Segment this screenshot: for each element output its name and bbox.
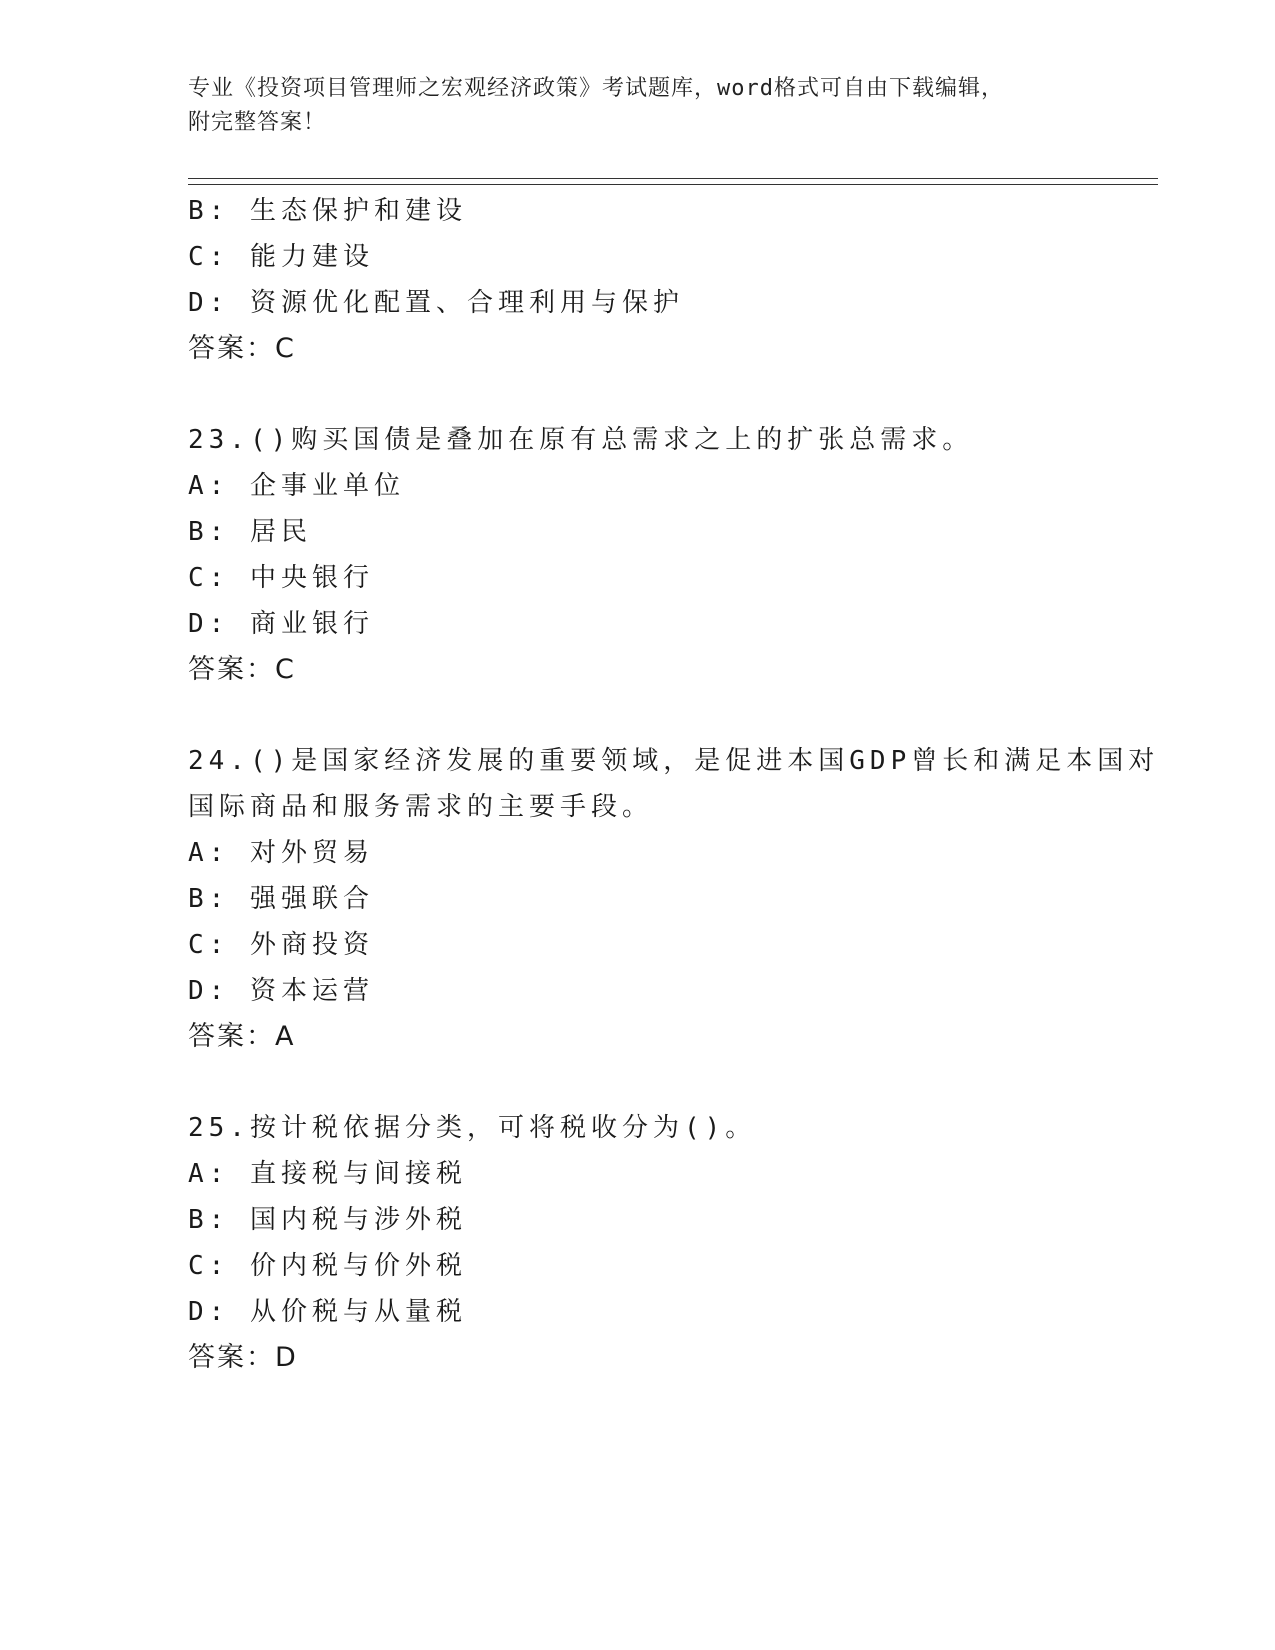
question-stem-line-2: 国际商品和服务需求的主要手段。: [188, 792, 654, 822]
option-a: A: 企事业单位: [188, 471, 405, 501]
question-25: [188, 1105, 1088, 1381]
answer-line: 答案：C: [188, 333, 296, 364]
option-b: B: 国内税与涉外税: [188, 1205, 467, 1235]
question-stem-line-1: 24.()是国家经济发展的重要领域，是促进本国GDP曾长和满足本国对: [188, 746, 1160, 776]
answer-line: 答案：A: [188, 1021, 296, 1052]
answer-line: 答案：D: [188, 1342, 298, 1373]
header-line-1: 专业《投资项目管理师之宏观经济政策》考试题库，word格式可自由下载编辑，: [188, 76, 1004, 101]
question-content: [188, 188, 1160, 1381]
option-d: D: 从价税与从量税: [188, 1297, 467, 1327]
question-stem: 25.按计税依据分类，可将税收分为()。: [188, 1113, 757, 1143]
document-header: [188, 72, 1068, 140]
option-d: D: 商业银行: [188, 609, 374, 639]
option-b: B: 居民: [188, 517, 312, 547]
header-line-2: 附完整答案！: [188, 110, 327, 135]
header-divider: [188, 178, 1158, 185]
question-22-tail: [188, 188, 1088, 372]
option-d: D: 资本运营: [188, 976, 374, 1006]
option-b: B: 生态保护和建设: [188, 196, 467, 226]
option-c: C: 价内税与价外税: [188, 1251, 467, 1281]
option-d: D: 资源优化配置、合理利用与保护: [188, 288, 684, 318]
option-a: A: 直接税与间接税: [188, 1159, 467, 1189]
option-c: C: 外商投资: [188, 930, 374, 960]
question-23: [188, 417, 1088, 693]
option-b: B: 强强联合: [188, 884, 374, 914]
answer-line: 答案：C: [188, 654, 296, 685]
option-a: A: 对外贸易: [188, 838, 374, 868]
option-c: C: 能力建设: [188, 242, 374, 272]
question-stem: 23.()购买国债是叠加在原有总需求之上的扩张总需求。: [188, 425, 974, 455]
option-c: C: 中央银行: [188, 563, 374, 593]
question-24: [188, 738, 1160, 1060]
